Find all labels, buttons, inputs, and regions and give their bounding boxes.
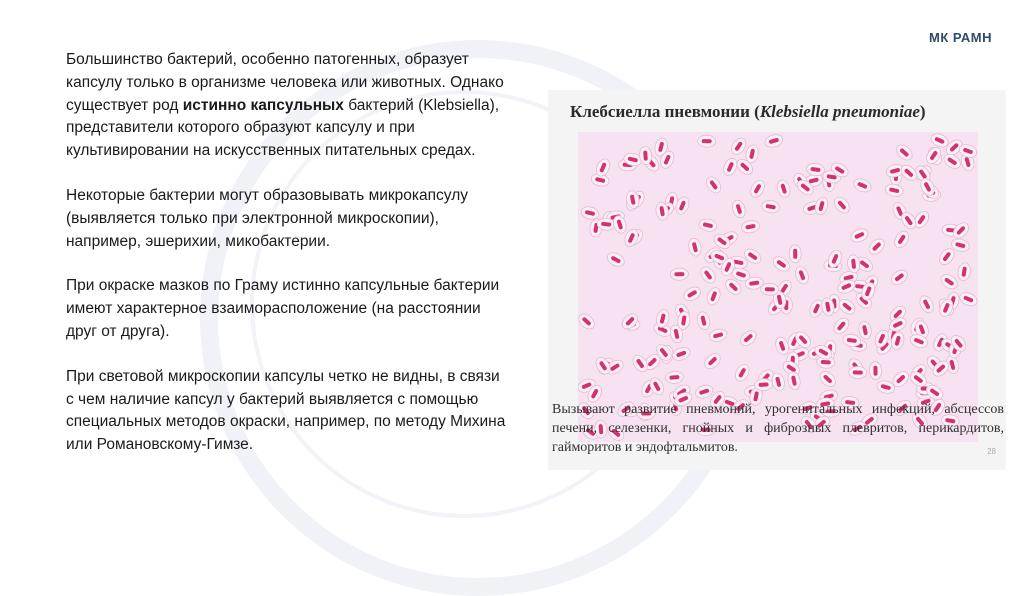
figure-title-close: ) — [919, 102, 926, 121]
micrograph-image — [578, 132, 978, 442]
paragraph-1-end: бактерий (Klebsiella), представители которого образуют капсулу и при культивировании на искусственных питательных средах. — [66, 96, 500, 160]
micrograph-figure — [548, 90, 1006, 470]
paragraph-1-bold: истинно капсульных — [182, 96, 344, 114]
figure-title-ru: Клебсиелла пневмонии ( — [570, 102, 760, 121]
page-number: 28 — [987, 447, 996, 456]
paragraph-1-start: Большинство бактерий, особенно патогенных, образует капсулу только в организме человека или животных. Однако существует род — [66, 51, 504, 114]
brand-label: МК РАМН — [928, 30, 992, 45]
paragraph-2: Некоторые бактерии могут образовывать микрокапсулу (выявляется только при электронной микроскопии), например, эшерихии, микобактерии. — [66, 186, 468, 250]
figure-caption: Вызывают развитие пневмоний, урогенитальных инфекций, абсцессов печени, селезенки, гнойных и фиброзных плевритов, перикардитов, гайморитов и эндофтальмитов. — [552, 402, 1004, 455]
paragraph-1 — [66, 49, 506, 163]
body-text — [66, 49, 506, 479]
paragraph-4: При световой микроскопии капсулы четко не видны, в связи с чем наличие капсул у бактерий выявляется с помощью специальных методов окраски, например, по методу Михина или Романовскому-Гимзе. — [66, 367, 506, 454]
figure-title-latin: Klebsiella pneumoniae — [759, 102, 920, 121]
figure-title — [570, 102, 926, 122]
paragraph-3: При окраске мазков по Граму истинно капсульные бактерии имеют характерное взаиморасположение (на расстоянии друг от друга). — [66, 277, 500, 340]
